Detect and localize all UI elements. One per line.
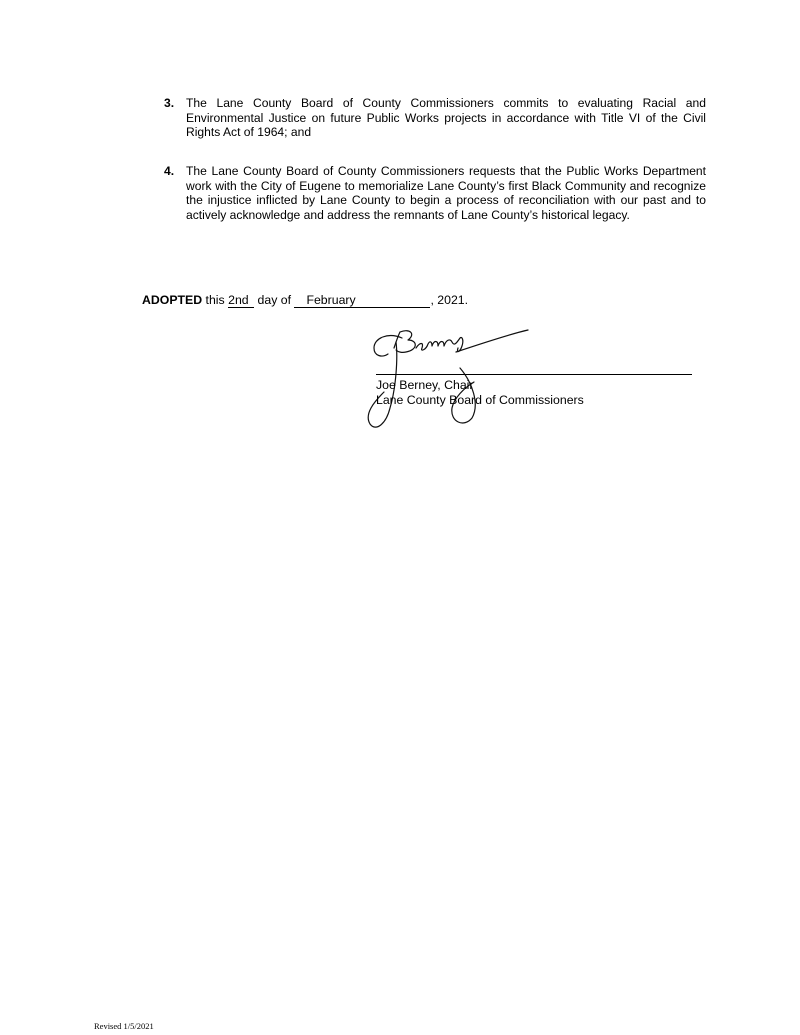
revision-footer: Revised 1/5/2021 xyxy=(94,1021,154,1031)
item-text: The Lane County Board of County Commissioners requests that the Public Works Department work with the City of Eugene to memorialize Lane County’s first Black Community and recognize the injustice inflicted by Lane County to begin a process of reconciliation with our past and to actively acknowledge and address the remnants of Lane County’s historical legacy. xyxy=(186,164,706,222)
signature-line xyxy=(376,374,692,375)
signatory-name: Joe Berney, Chair xyxy=(376,378,474,392)
signatory-title: Lane County Board of Commissioners xyxy=(376,393,584,407)
resolution-item-3 xyxy=(164,96,706,140)
adopted-month-field: February xyxy=(294,294,430,308)
adopted-year: , 2021. xyxy=(430,293,469,307)
adopted-keyword: ADOPTED xyxy=(142,293,203,307)
item-text: The Lane County Board of County Commissioners commits to evaluating Racial and Environmental Justice on future Public Works projects in accordance with Title VI of the Civil Rights Act of 1964; and xyxy=(186,96,706,140)
adoption-line xyxy=(142,293,468,308)
item-number: 3. xyxy=(164,96,175,110)
adopted-day-field: 2nd xyxy=(228,294,254,308)
adopted-day-of: day of xyxy=(254,293,295,307)
adopted-this: this xyxy=(202,293,229,307)
resolution-item-4 xyxy=(164,164,706,222)
item-number: 4. xyxy=(164,164,175,178)
